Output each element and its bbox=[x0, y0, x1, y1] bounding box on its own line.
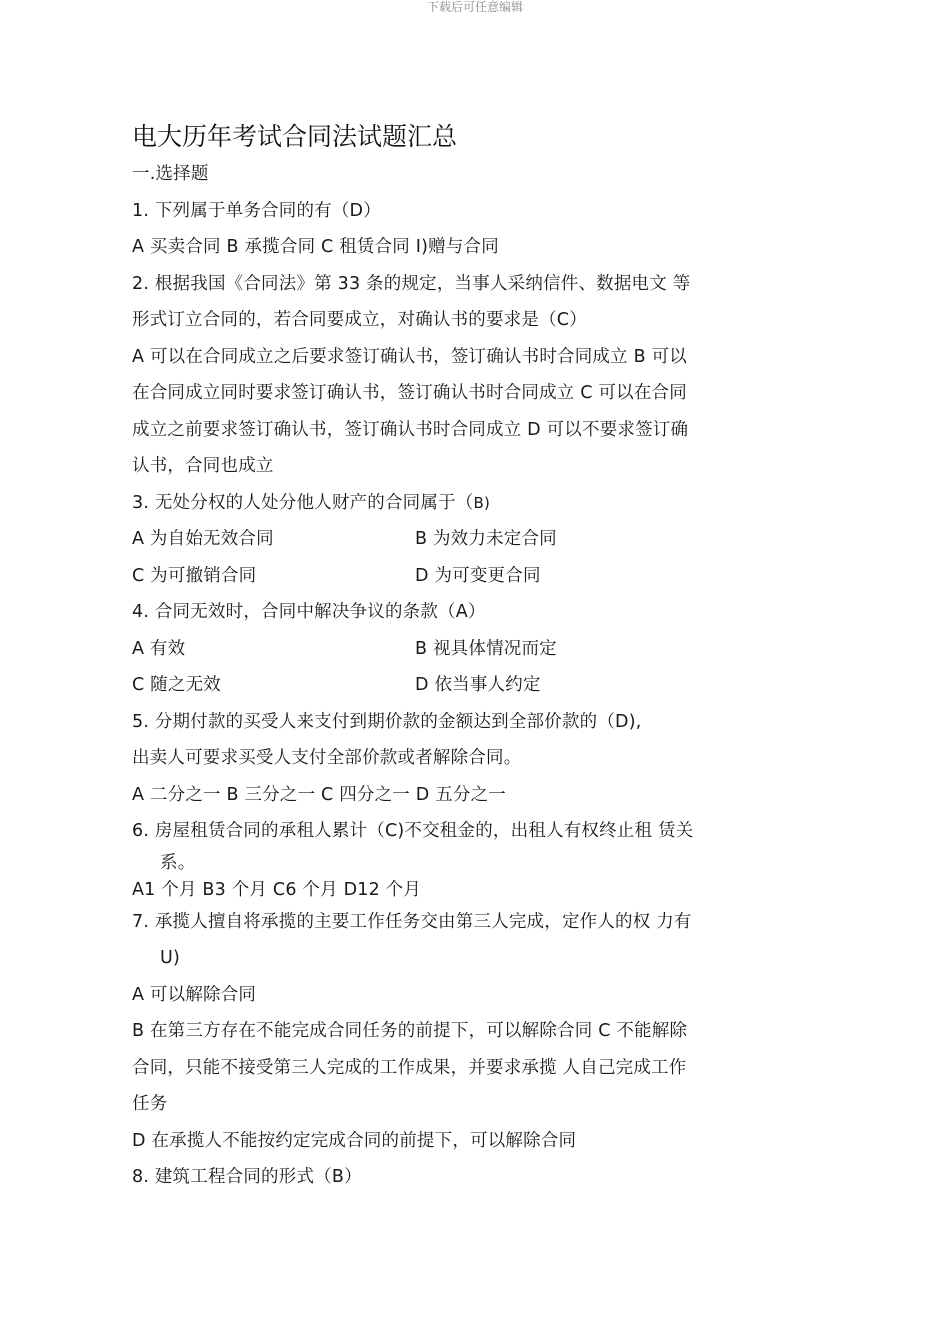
document-body bbox=[132, 118, 832, 1196]
question-3-option-c: C 为可撤销合同 bbox=[132, 565, 257, 586]
question-4-options-row-2 bbox=[132, 667, 832, 704]
download-note: 下载后可任意编辑 bbox=[426, 0, 523, 14]
question-2-options-line-3: 成立之前要求签订确认书，签订确认书时合同成立 D 可以不要求签订确 bbox=[132, 419, 689, 440]
question-1: 1. 下列属于单务合同的有（D） bbox=[132, 200, 381, 221]
question-2-line-2: 形式订立合同的，若合同要成立，对确认书的要求是（C） bbox=[132, 310, 587, 330]
question-4-option-b: B 视具体情况而定 bbox=[415, 638, 557, 659]
question-7-line-1: 7. 承揽人擅自将承揽的主要工作任务交由第三人完成，定作人的权 力有 bbox=[132, 911, 692, 932]
question-3-option-d: D 为可变更合同 bbox=[415, 565, 541, 586]
question-4-option-d: D 依当事人约定 bbox=[415, 675, 541, 695]
question-7-options-line-3: 任务 bbox=[132, 1094, 168, 1114]
question-7-option-a: A 可以解除合同 bbox=[132, 984, 257, 1005]
question-2-options-line-2: 在合同成立同时要求签订确认书，签订确认书时合同成立 C 可以在合同 bbox=[132, 383, 687, 403]
question-4-option-a: A 有效 bbox=[132, 638, 186, 659]
question-8: 8. 建筑工程合同的形式（B） bbox=[132, 1167, 362, 1187]
question-2-line-1: 2. 根据我国《合同法》第 33 条的规定，当事人采纳信件、数据电文 等 bbox=[132, 273, 691, 294]
question-3-options-row-2 bbox=[132, 558, 832, 595]
question-5-line-1: 5. 分期付款的买受人来支付到期价款的金额达到全部价款的（D), bbox=[132, 711, 642, 732]
question-3-answer: B) bbox=[473, 493, 491, 512]
question-3-text: 3. 无处分权的人处分他人财产的合同属于（ bbox=[132, 492, 474, 513]
question-4-option-c: C 随之无效 bbox=[132, 675, 221, 695]
question-5-options: A 二分之一 B 三分之一 C 四分之一 D 五分之一 bbox=[132, 784, 507, 805]
document-title: 电大历年考试合同法试题汇总 bbox=[132, 122, 458, 151]
section-heading: 一.选择题 bbox=[132, 164, 209, 184]
question-6-options: A1 个月 B3 个月 C6 个月 D12 个月 bbox=[132, 879, 422, 900]
question-7-options-line-2: 合同，只能不接受第三人完成的工作成果，并要求承揽 人自己完成工作 bbox=[132, 1057, 687, 1078]
question-3 bbox=[132, 485, 832, 522]
question-3-option-a: A 为自始无效合同 bbox=[132, 529, 274, 549]
question-4: 4. 合同无效时，合同中解决争议的条款（A） bbox=[132, 602, 486, 622]
question-1-options: A 买卖合同 B 承揽合同 C 租赁合同 I)赠与合同 bbox=[132, 237, 499, 257]
question-6-line-1: 6. 房屋租赁合同的承租人累计（C)不交租金的，出租人有权终止租 赁关 bbox=[132, 821, 694, 841]
question-7-option-d: D 在承揽人不能按约定完成合同的前提下，可以解除合同 bbox=[132, 1130, 577, 1151]
question-3-options-row-1 bbox=[132, 521, 832, 558]
question-3-option-b: B 为效力未定合同 bbox=[415, 529, 557, 549]
question-5-line-2: 出卖人可要求买受人支付全部价款或者解除合同。 bbox=[132, 748, 522, 768]
question-2-options-line-4: 认书，合同也成立 bbox=[132, 456, 274, 476]
question-7-line-2: U) bbox=[160, 948, 181, 968]
question-4-options-row-1 bbox=[132, 631, 832, 668]
question-7-options-line-1: B 在第三方存在不能完成合同任务的前提下，可以解除合同 C 不能解除 bbox=[132, 1021, 688, 1041]
question-2-options-line-1: A 可以在合同成立之后要求签订确认书，签订确认书时合同成立 B 可以 bbox=[132, 346, 687, 367]
question-6-line-2: 系。 bbox=[160, 852, 196, 873]
